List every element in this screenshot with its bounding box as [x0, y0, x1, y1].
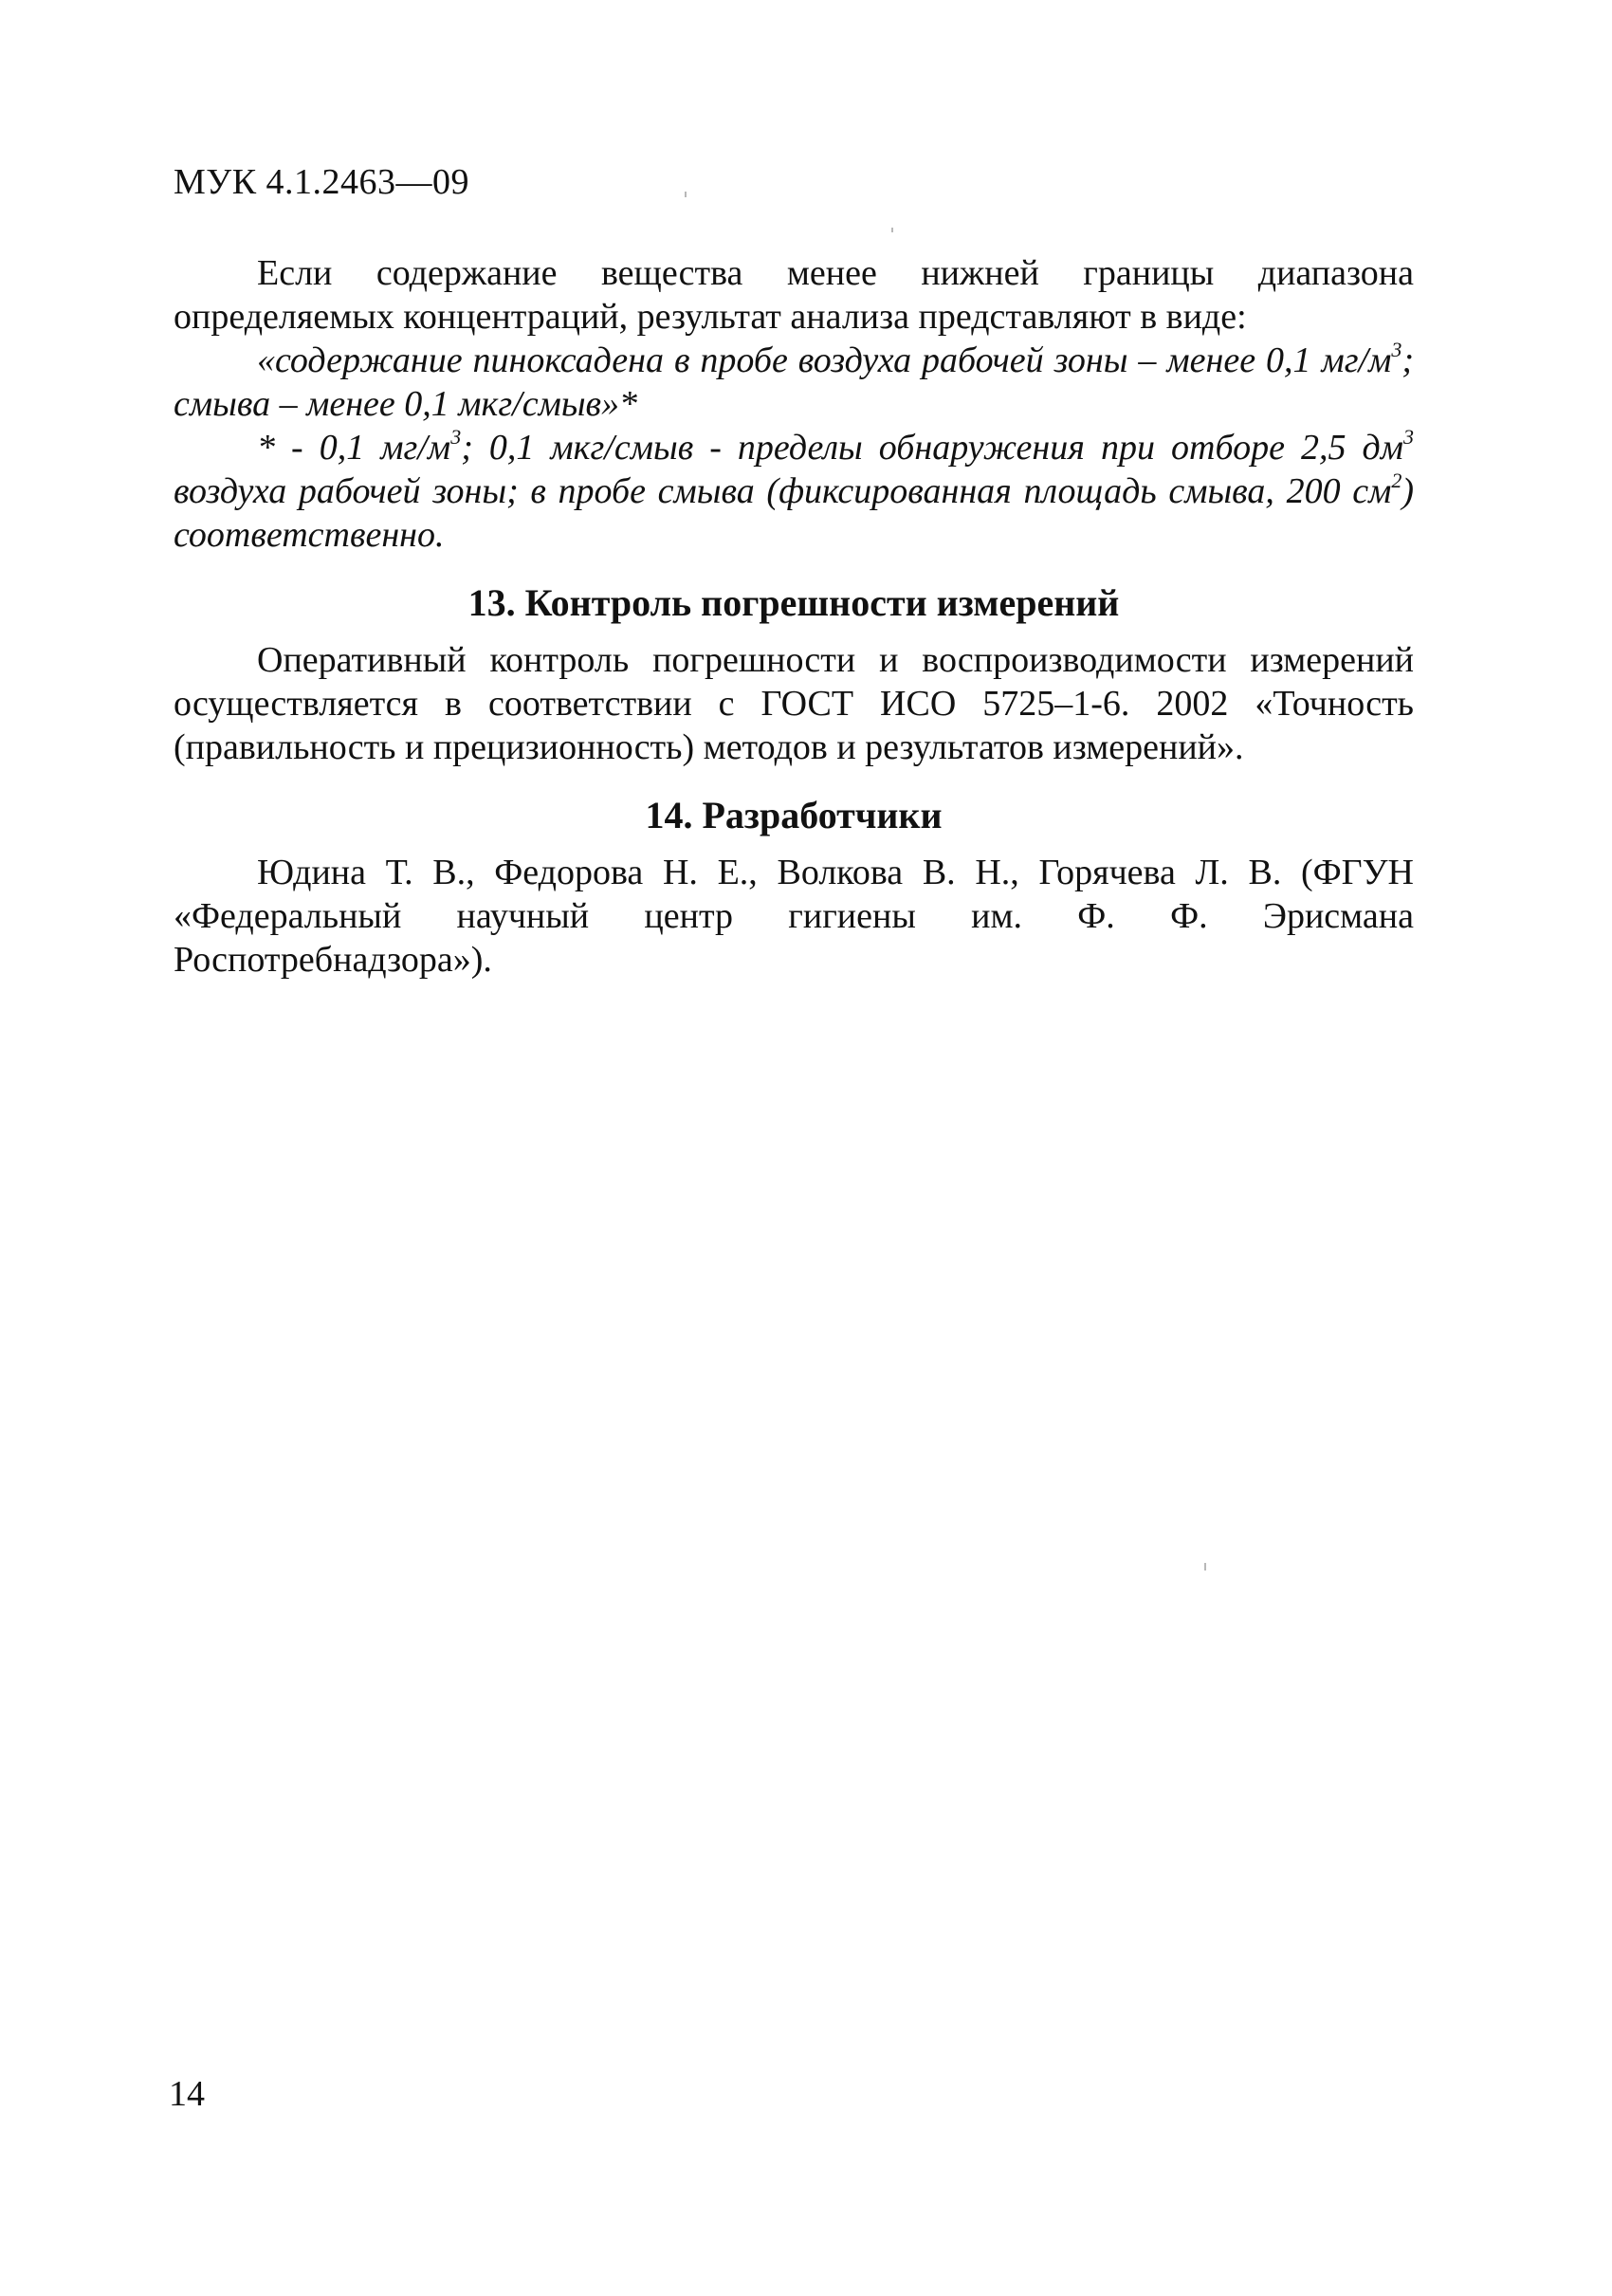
footnote-superscript-1: 3: [450, 425, 462, 450]
footnote-text-3: воздуха рабочей зоны; в пробе смыва (фиксированная площадь смыва, 200 см: [174, 471, 1392, 511]
scan-speck: [685, 192, 687, 197]
result-format-text-1: «содержание пиноксадена в пробе воздуха рабочей зоны – менее 0,1 мг/м: [257, 340, 1392, 380]
below-range-paragraph: Если содержание вещества менее нижней границы диапазона определяемых концентраций, результат анализа представляют в виде:: [174, 253, 1414, 337]
footnote-text-1: * - 0,1 мг/м: [257, 428, 451, 468]
page-number: 14: [169, 2074, 205, 2114]
footnote-text-4: ) соответственно.: [174, 471, 1414, 555]
section-14-heading: 14. Разработчики: [645, 794, 943, 836]
section-13-heading: 13. Контроль погрешности измерений: [467, 581, 1120, 624]
scan-speck: [1204, 1563, 1206, 1570]
footnote-superscript-3: 2: [1391, 468, 1402, 493]
section-13-body: Оперативный контроль погрешности и воспроизводимости измерений осуществляется в соответствии с ГОСТ ИСО 5725–1-6. 2002 «Точность (правильность и прецизионность) методов и результатов измерений».: [174, 640, 1414, 767]
footnote-superscript-2: 3: [1403, 425, 1414, 450]
result-format-superscript: 3: [1391, 338, 1402, 362]
document-code-header: МУК 4.1.2463—09: [174, 162, 470, 202]
footnote-text-2: ; 0,1 мкг/смыв - пределы обнаружения при отборе 2,5 дм: [461, 428, 1403, 468]
result-format-text-2: ; смыва – менее 0,1 мкг/смыв»*: [174, 340, 1414, 424]
detection-limit-footnote: [174, 426, 1414, 557]
page-content: [174, 251, 1414, 982]
section-14-body: Юдина Т. В., Федорова Н. Е., Волкова В. Н., Горячева Л. В. (ФГУН «Федеральный научный центр гигиены им. Ф. Ф. Эрисмана Роспотребнадзора»).: [174, 853, 1414, 980]
result-format-paragraph: [174, 339, 1414, 426]
scan-speck: [891, 228, 893, 232]
